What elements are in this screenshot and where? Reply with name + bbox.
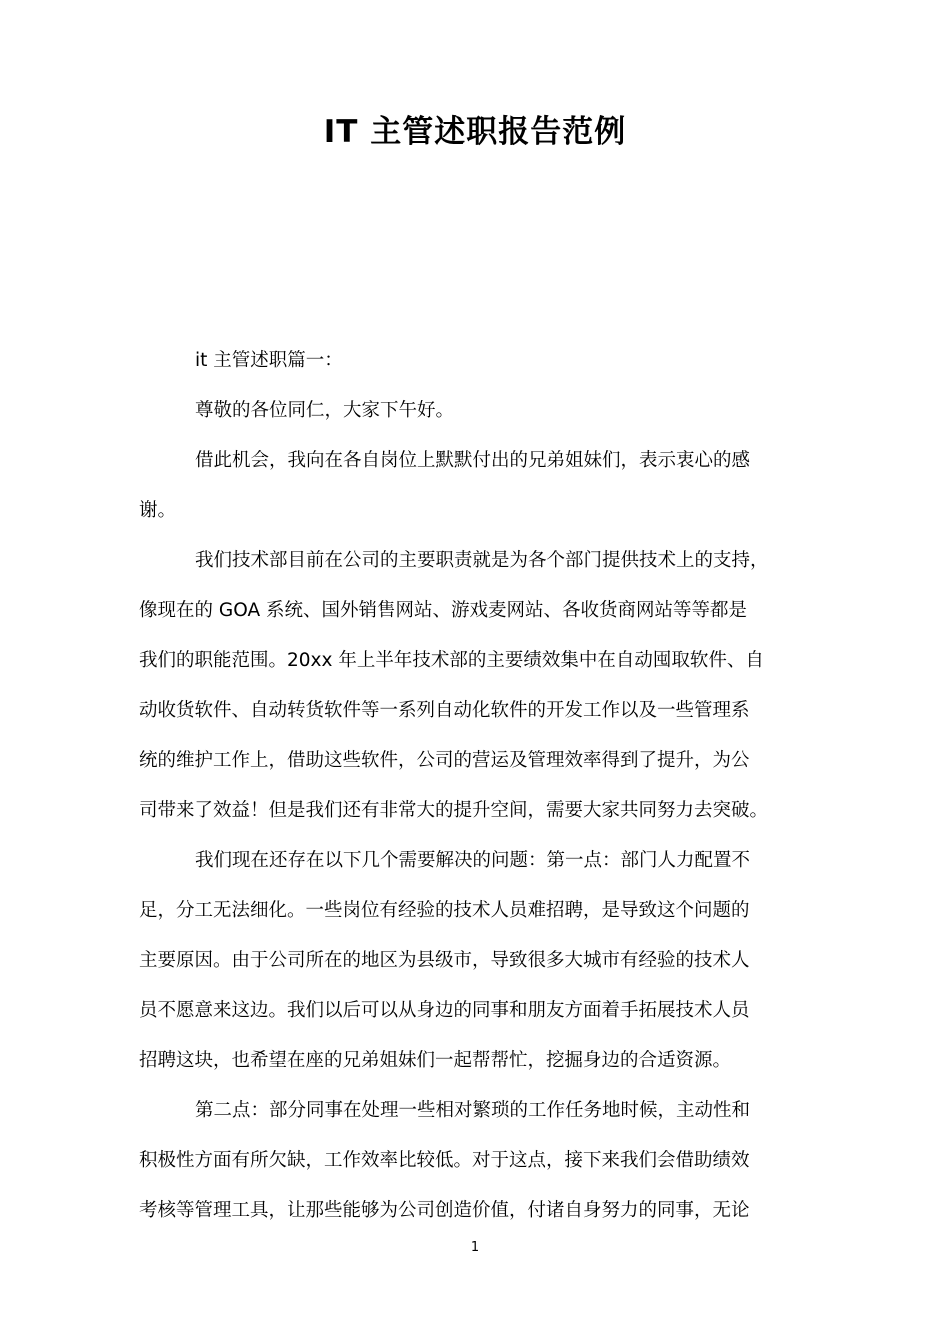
- text-line: 员不愿意来这边。我们以后可以从身边的同事和朋友方面着手拓展技术人员: [139, 1000, 750, 1021]
- text-line: 借此机会，我向在各自岗位上默默付出的兄弟姐妹们，表示衷心的感: [195, 450, 751, 471]
- text-line: 考核等管理工具，让那些能够为公司创造价值，付诸自身努力的同事，无论: [139, 1200, 750, 1221]
- text-line: 我们的职能范围。20xx 年上半年技术部的主要绩效集中在自动囤取软件、自: [139, 650, 764, 671]
- text-line: it 主管述职篇一：: [195, 350, 343, 371]
- page-title: IT 主管述职报告范例: [323, 114, 627, 150]
- text-line: 第二点：部分同事在处理一些相对繁琐的工作任务地时候，主动性和: [195, 1100, 751, 1121]
- text-line: 谢。: [139, 500, 177, 521]
- text-line: 招聘这块，也希望在座的兄弟姐妹们一起帮帮忙，挖掘身边的合适资源。: [139, 1050, 732, 1071]
- paragraph-section-heading: [139, 336, 829, 386]
- page-number: 1: [470, 1240, 480, 1255]
- paragraph-greeting: [139, 386, 829, 436]
- paragraph-thanks: [139, 436, 829, 536]
- paragraph-problem-two: [139, 1086, 829, 1236]
- text-line: 统的维护工作上，借助这些软件，公司的营运及管理效率得到了提升，为公: [139, 750, 750, 771]
- text-line: 我们技术部目前在公司的主要职责就是为各个部门提供技术上的支持，: [195, 550, 769, 571]
- paragraph-problem-one: [139, 836, 829, 1086]
- text-line: 积极性方面有所欠缺，工作效率比较低。对于这点，接下来我们会借助绩效: [139, 1150, 750, 1171]
- text-line: 足，分工无法细化。一些岗位有经验的技术人员难招聘，是导致这个问题的: [139, 900, 750, 921]
- text-line: 主要原因。由于公司所在的地区为县级市，导致很多大城市有经验的技术人: [139, 950, 750, 971]
- paragraph-responsibilities: [139, 536, 829, 836]
- text-line: 我们现在还存在以下几个需要解决的问题：第一点：部门人力配置不: [195, 850, 751, 871]
- text-line: 像现在的 GOA 系统、国外销售网站、游戏麦网站、各收货商网站等等都是: [139, 600, 747, 621]
- document-body: [139, 336, 829, 1236]
- text-line: 司带来了效益！但是我们还有非常大的提升空间，需要大家共同努力去突破。: [139, 800, 769, 821]
- text-line: 动收货软件、自动转货软件等一系列自动化软件的开发工作以及一些管理系: [139, 700, 750, 721]
- text-line: 尊敬的各位同仁，大家下午好。: [195, 400, 455, 421]
